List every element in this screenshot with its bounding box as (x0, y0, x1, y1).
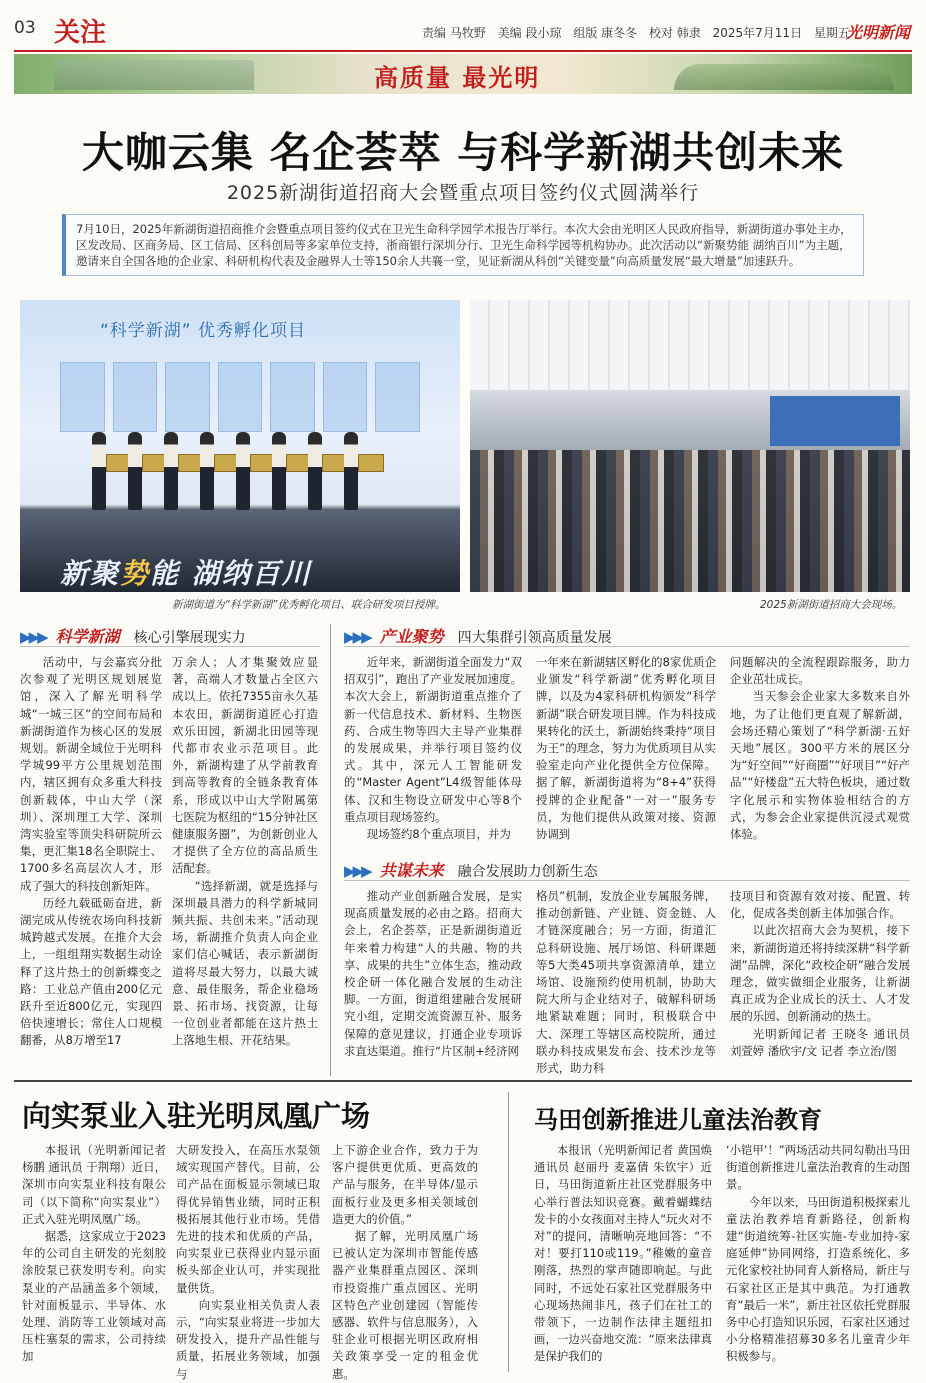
article-column: 技项目和资源有效对接、配置、转化，促成各类创新主体加强合作。 以此次招商大会为契机，接下来，新湖街道还将持续深耕“科学新湖”品牌，深化“政校企研”融合发展理念，做实做细企业服务，让新湖真正成为企业成长的沃土、人才发展的乐园、创新涌动的热土。 光明新闻记者 王晓冬 通讯员 刘萱婷 潘欣宇/文 记者 李立治/图 (730, 889, 910, 1058)
section-title: 融合发展助力创新生态 (457, 864, 598, 880)
article-column: 本报讯（光明新闻记者 杨鹏 通讯员 于荆翔）近日，深圳市向实泵业科技有限公司（以下简称“向实泵业”）正式入驻光明凤凰广场。 据悉，这家成立于2023年的公司自主研发的光刻胶涂胶泵已获发明专利。向实泵业的产品涵盖多个领域，针对面板显示、半导体、水处理、消防等工业领域对高压柱塞泵的需求，公司持续加 (22, 1143, 166, 1364)
hall-screen (770, 396, 900, 446)
chevron-right-icon: ▶▶▶ (344, 628, 370, 646)
article-column: 活动中，与会嘉宾分批次参观了光明区规划展览馆，深入了解光明科学城“一城三区”的空间布局和新湖街道作为核心区的发展规划。新湖全域位于光明科学城99平方公里规划范围内，辖区拥有众多重大科技创新载体，中山大学（深圳）、深圳理工大学、深圳湾实验室等顶尖科研院所云集，更汇集18名全职院士、1700多名高层次人才，形成了强大的科技创新矩阵。 历经九载砥砺奋进，新湖完成从传统农场向科技新城跨越式发展。在推介大会上，一组组翔实数据生动诠释了这片热土的创新蝶变之路：工业总产值由200亿元跃升至近800亿元，实现四倍快速增长；常住人口规模翻番，从8万增至17 (20, 655, 162, 1048)
weekday: 星期五 (813, 26, 850, 40)
newspaper-logo: 光明新闻 (845, 23, 910, 42)
main-subhead: 2025新湖街道招商大会暨重点项目签约仪式圆满举行 (226, 182, 700, 204)
section-title: 核心引擎展现实力 (133, 630, 246, 646)
issue-date: 2025年7月11日 (712, 26, 803, 40)
banner-skyline-graphic (54, 60, 254, 90)
hall-ceiling (470, 300, 910, 390)
masthead-bar (14, 8, 912, 52)
banner-slogan: 高质量 最光明 (374, 63, 541, 92)
lead-paragraph: 7月10日，2025年新湖街道招商推介会暨重点项目签约仪式在卫光生命科学园学术报告厅举行。本次大会由光明区人民政府指导，新湖街道办事处主办，区发改局、区商务局、区工信局、区科创局等多家单位支持，浙商银行深圳分行、卫光生命科学园等机构协办。此次活动以“新聚势能 湖纳百川”为主题，邀请来自全国各地的企业家、科研机构代表及金融界人士等150余人共襄一堂，见证新湖从科创“关键变量”向高质量发展“最大增量”加速跃升。 (62, 214, 864, 276)
section-tag: 科学新湖 (55, 627, 120, 646)
article-column: ‘小铠甲’！”两场活动共同勾勒出马田街道创新推进儿童法治教育的生动图景。 今年以来，马田街道积极探索儿童法治教养培育新路径，创新构建“街道统筹-社区实施-专业加持-家庭延伸”协同网络，打造系统化、多元化家校社协同育人新格局，新庄与石家社区正是其中典范。为打通教育“最后一米”，新庄社区依托党群服务中心打造知识乐园，石家社区通过小分格精准招募30多名儿童青少年积极参与。 (726, 1143, 911, 1364)
article-column: 问题解决的全流程跟踪服务，助力企业茁壮成长。 当天参会企业家大多数来自外地，为了让他们更直观了解新湖，会场还精心策划了“科学新湖·五好天地”展区。300平方米的展区分为“好空间”“好商圈”“好项目”“好产品”“好楼盘”五大特色板块，通过数字化展示和实物体验相结合的方式，为参会企业家提供沉浸式观赏体验。 (730, 655, 910, 842)
main-headline: 大咖云集 名企荟萃 与科学新湖共创未来 (81, 128, 845, 177)
article-column: 万余人；人才集聚效应显著，高端人才数量占全区六成以上。依托7355亩永久基本农田，新湖街道匠心打造欢乐田园，新湖北田园等现代都市农业示范项目。此外，新湖构建了从学前教育到高等教育的全链条教育体系，形成以中山大学附属第七医院为枢纽的“15分钟社区健康服务圈”，为创新创业人才提供了全方位的高品质生活配套。 “选择新湖，就是选择与深圳最具潜力的科学新城同频共振、共创未来。”活动现场，新湖推介负责人向企业家们信心喊话，表示新湖街道将尽最大努力，以最大诚意、最佳服务，帮企业稳场景、拓市场、找资源，让每一位创业者都能在这片热土上落地生根、开花结果。 (172, 655, 318, 1048)
photo-conference-hall (470, 300, 910, 592)
stage-project-panels (60, 362, 420, 432)
photo2-caption: 2025新湖街道招商大会现场。 (760, 599, 903, 611)
editor-credits (422, 24, 858, 41)
section-header-science (20, 624, 246, 647)
story-b-headline: 马田创新推进儿童法治教育 (534, 1105, 822, 1134)
column-divider (508, 1092, 509, 1372)
credit-proof: 校对 韩隶 (648, 26, 701, 40)
section-title: 四大集群引领高质量发展 (457, 630, 612, 646)
credit-art: 美编 段小琼 (497, 26, 562, 40)
banner-park-graphic (674, 64, 894, 90)
divider (344, 880, 910, 881)
divider (344, 646, 910, 647)
chevron-right-icon: ▶▶▶ (344, 862, 370, 880)
article-column: 格员”机制，发放企业专属服务牌，推动创新链、产业链、资金链、人才链深度融合；另一方面，街道汇总科研设施、展厅场馆、科研课题等5大类45项共享资源清单，建立场馆、设施预约使用机制，协助大院大所与企业结对子，破解科研场地紧缺难题；同时，积极联合中大、深理工等辖区高校院所，通过联办科技成果发布会、技术沙龙等形式，助力科 (536, 889, 716, 1076)
stage-backdrop-title: “科学新湖” 优秀孵化项目 (100, 321, 307, 341)
article-column: 本报讯（光明新闻记者 黄国焕 通讯员 赵丽丹 麦嘉倩 朱钦宇）近日，马田街道新庄社区党群服务中心举行普法知识竞赛。戴着蝴蝶结发卡的小女孩面对主持人“玩火对不对”的提问，清晰响亮地回答：“不对！要打110或119。”稚嫩的童音刚落，热烈的掌声随即响起。与此同时，不远处石家社区党群服务中心现场热闹非凡，孩子们在社工的带领下，一边制作法律主题纽扣画，一边兴奋地交流：“原来法律真是保护我们的 (534, 1143, 712, 1364)
column-divider (330, 624, 331, 1076)
section-tag: 产业聚势 (379, 627, 444, 646)
article-column: 推动产业创新融合发展，是实现高质量发展的必由之路。招商大会上，名企荟萃，正是新湖街道近年来着力构建“人的共融、物的共享、成果的共生”立体生态，推动政校企研一体化融合发展的生动注脚。一方面，街道组建融合发展研究小组，定期交流资源互补、服务保障的意见建议，打通企业专项诉求直达渠道。推行“片区制+经济网 (344, 889, 522, 1058)
photo1-caption: 新湖街道为“科学新湖”优秀孵化项目、联合研发项目授牌。 (172, 599, 446, 611)
audience-crowd (470, 450, 910, 592)
section-header-future (344, 858, 598, 881)
credit-editor: 责编 马牧野 (422, 26, 486, 40)
credit-layout: 组版 康冬冬 (573, 26, 638, 40)
section-tag: 共谋未来 (379, 861, 444, 880)
article-column: 上下游企业合作，致力于为客户提供更优质、更高效的产品与服务，在半导体/显示面板行业及更多相关领域创造更大的价值。” 据了解，光明凤凰广场已被认定为深圳市智能传感器产业集群重点园区、深圳市投资推广重点园区、光明区特色产业创建园（智能传感器、软件与信息服务），入驻企业可根据光明区政府相关政策享受一定的租金优惠。 (332, 1143, 478, 1381)
story-a-headline: 向实泵业入驻光明凤凰广场 (22, 1099, 371, 1133)
article-column: 近年来，新湖街道全面发力“双招双引”，跑出了产业发展加速度。本次大会上，新湖街道重点推介了新一代信息技术、新材料、生物医药、合成生物等四大主导产业集群的发展成果，并举行项目签约仪式。其中，深元人工智能研发的“Master Agent”L4级智能体母体、汉和生物设立研发中心等8个重点项目现场签约。 现场签约8个重点项目，并为 (344, 655, 522, 842)
stage-slogan: 新聚势能 湖纳百川 (60, 557, 312, 590)
article-column: 大研发投入，在高压水泵领域实现国产替代。目前，公司产品在面板显示领域已取得优异销售业绩，同时正积极拓展其他行业市场。凭借先进的技术和优质的产品，向实泵业已获得业内显示面板头部企业认可，并实现批量供货。 向实泵业相关负责人表示，“向实泵业将进一步加大研发投入，提升产品性能与质量，拓展业务领域，加强与 (176, 1143, 320, 1381)
section-banner (14, 54, 912, 94)
chevron-right-icon: ▶▶▶ (20, 628, 46, 646)
divider (20, 646, 320, 647)
article-column: 一年来在新湖辖区孵化的8家优质企业颁发“科学新湖”优秀孵化项目牌，以及为4家科研机构颁发“科学新湖”联合研发项目牌。作为科技成果转化的沃土，新湖始终秉持“项目为王”的理念，努力为优质项目从实验室走向产业化提供全方位保障。据了解，新湖街道将为“8+4”获得授牌的企业配备“一对一”服务专员，为他们提供从政策对接、资源协调到 (536, 655, 716, 842)
story-separator (14, 1080, 912, 1082)
section-title: 关注 (54, 18, 107, 48)
page-number: 03 (14, 18, 36, 38)
section-header-industry (344, 624, 612, 647)
